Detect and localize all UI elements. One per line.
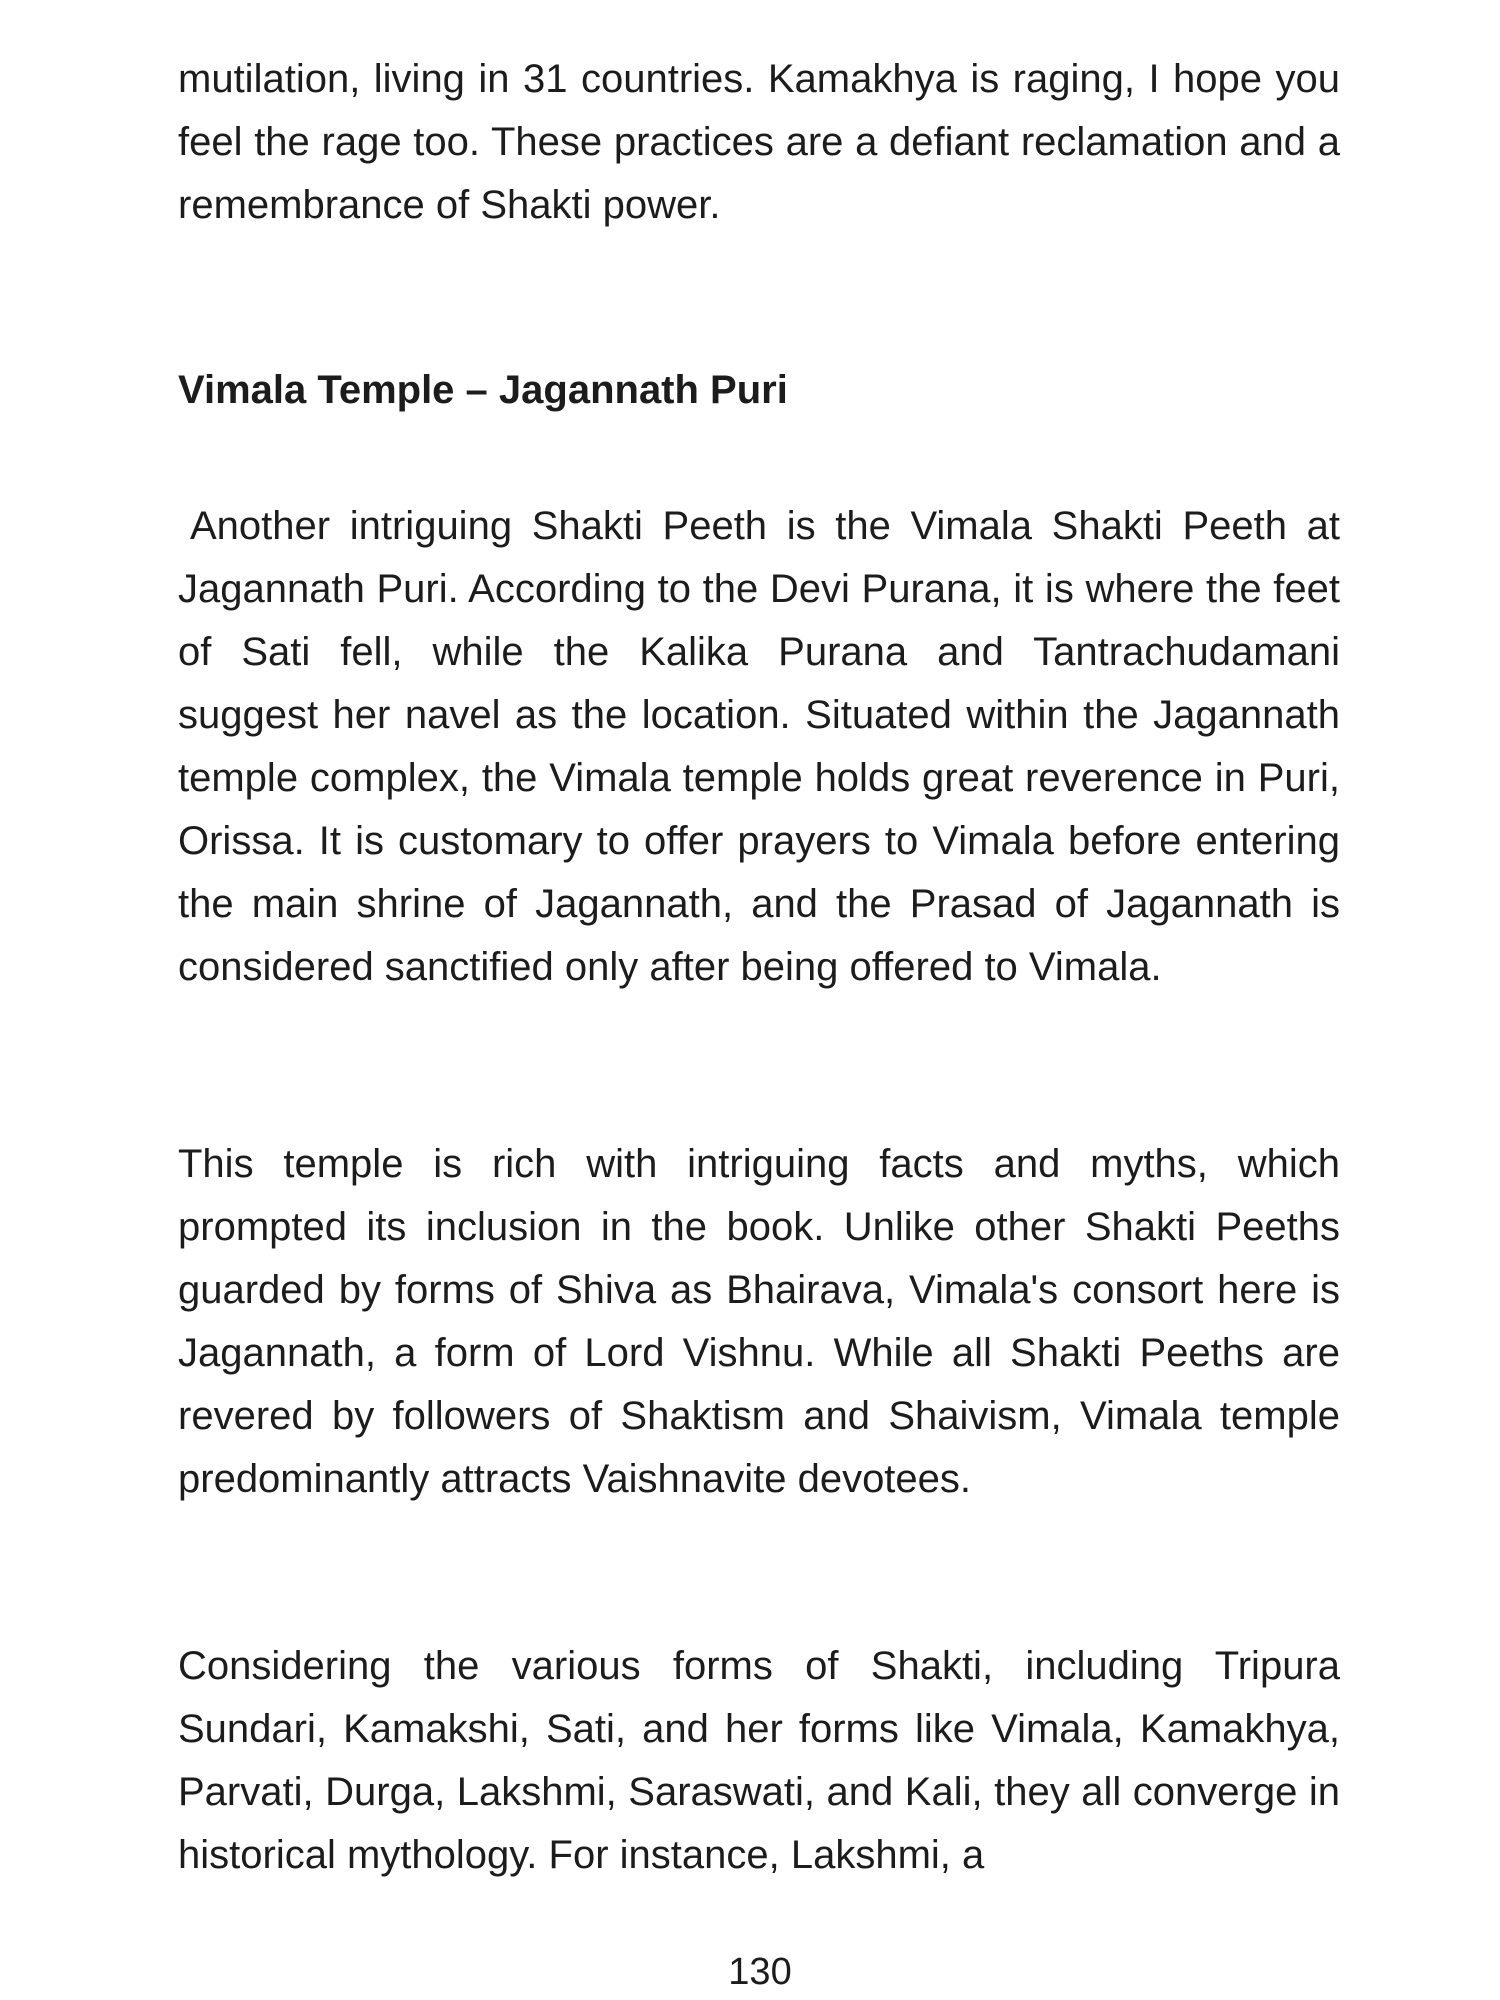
page-number: 130 (728, 1951, 792, 1993)
paragraph-temple-facts: This temple is rich with intriguing facts and myths, which prompted its inclusion in the book. Unlike other Shakti Peeths guarded by forms of Shiva as Bhairava, Vimala's consort here is Jagannath, a form of Lord Vishnu. While all Shakti Peeths are revered by followers of Shaktism and Shaivism, Vimala temple predominantly attracts Vaishnavite devotees. (178, 1142, 1340, 1501)
paragraph-forms-of-shakti: Considering the various forms of Shakti, including Tripura Sundari, Kamakshi, Sati, and her forms like Vimala, Kamakhya, Parvati, Durga, Lakshmi, Saraswati, and Kali, they all converge in historical mythology. For instance, Lakshmi, a (178, 1644, 1340, 1877)
paragraph-vimala-intro-text: Another intriguing Shakti Peeth is the Vimala Shakti Peeth at Jagannath Puri. According to the Devi Purana, it is where the feet of Sati fell, while the Kalika Purana and Tantrachudamani suggest her navel as the location. Situated within the Jagannath temple complex, the Vimala temple holds great reverence in Puri, Orissa. It is customary to offer prayers to Vimala before entering the main shrine of Jagannath, and the Prasad of Jagannath is considered sanctified only after being offered to Vimala. (178, 504, 1340, 989)
paragraph-continuation: mutilation, living in 31 countries. Kamakhya is raging, I hope you feel the rage too. These practices are a defiant reclamation and a remembrance of Shakti power. (178, 57, 1340, 227)
paragraph-vimala-intro (178, 495, 1340, 999)
section-heading: Vimala Temple – Jagannath Puri (178, 368, 788, 412)
